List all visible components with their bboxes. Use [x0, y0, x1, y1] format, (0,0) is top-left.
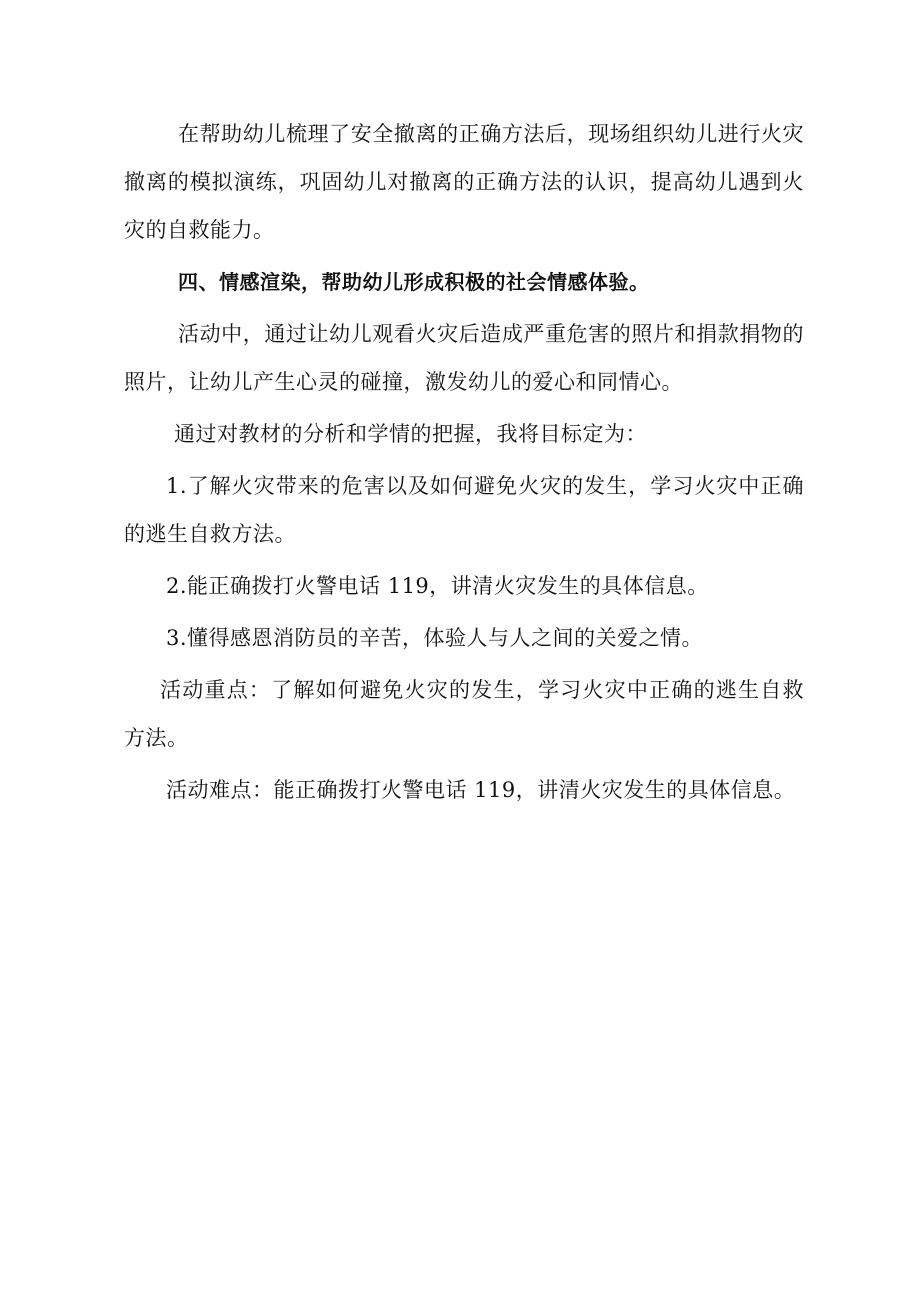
document-body	[124, 110, 804, 814]
paragraph-goals-intro: 通过对教材的分析和学情的把握，我将目标定为：	[174, 422, 647, 446]
paragraph-emotion-activity: 活动中，通过让幼儿观看火灾后造成严重危害的照片和捐款捐物的照片，让幼儿产生心灵的碰撞，激发幼儿的爱心和同情心。	[124, 322, 804, 394]
goal-item-2: 2.能正确拨打火警电话 119，讲清火灾发生的具体信息。	[166, 574, 709, 598]
section-heading-emotion: 四、情感渲染，帮助幼儿形成积极的社会情感体验。	[178, 270, 650, 294]
paragraph-evacuation-drill: 在帮助幼儿梳理了安全撤离的正确方法后，现场组织幼儿进行火灾撤离的模拟演练，巩固幼儿对撤离的正确方法的认识，提高幼儿遇到火灾的自救能力。	[124, 122, 804, 242]
goal-item-3: 3.懂得感恩消防员的辛苦，体验人与人之间的关爱之情。	[166, 626, 704, 650]
goal-item-1: 1.了解火灾带来的危害以及如何避免火灾的发生，学习火灾中正确的逃生自救方法。	[124, 474, 804, 546]
activity-key-point: 活动重点：了解如何避免火灾的发生，学习火灾中正确的逃生自救方法。	[124, 678, 804, 750]
activity-difficulty: 活动难点：能正确拨打火警电话 119，讲清火灾发生的具体信息。	[166, 778, 796, 802]
